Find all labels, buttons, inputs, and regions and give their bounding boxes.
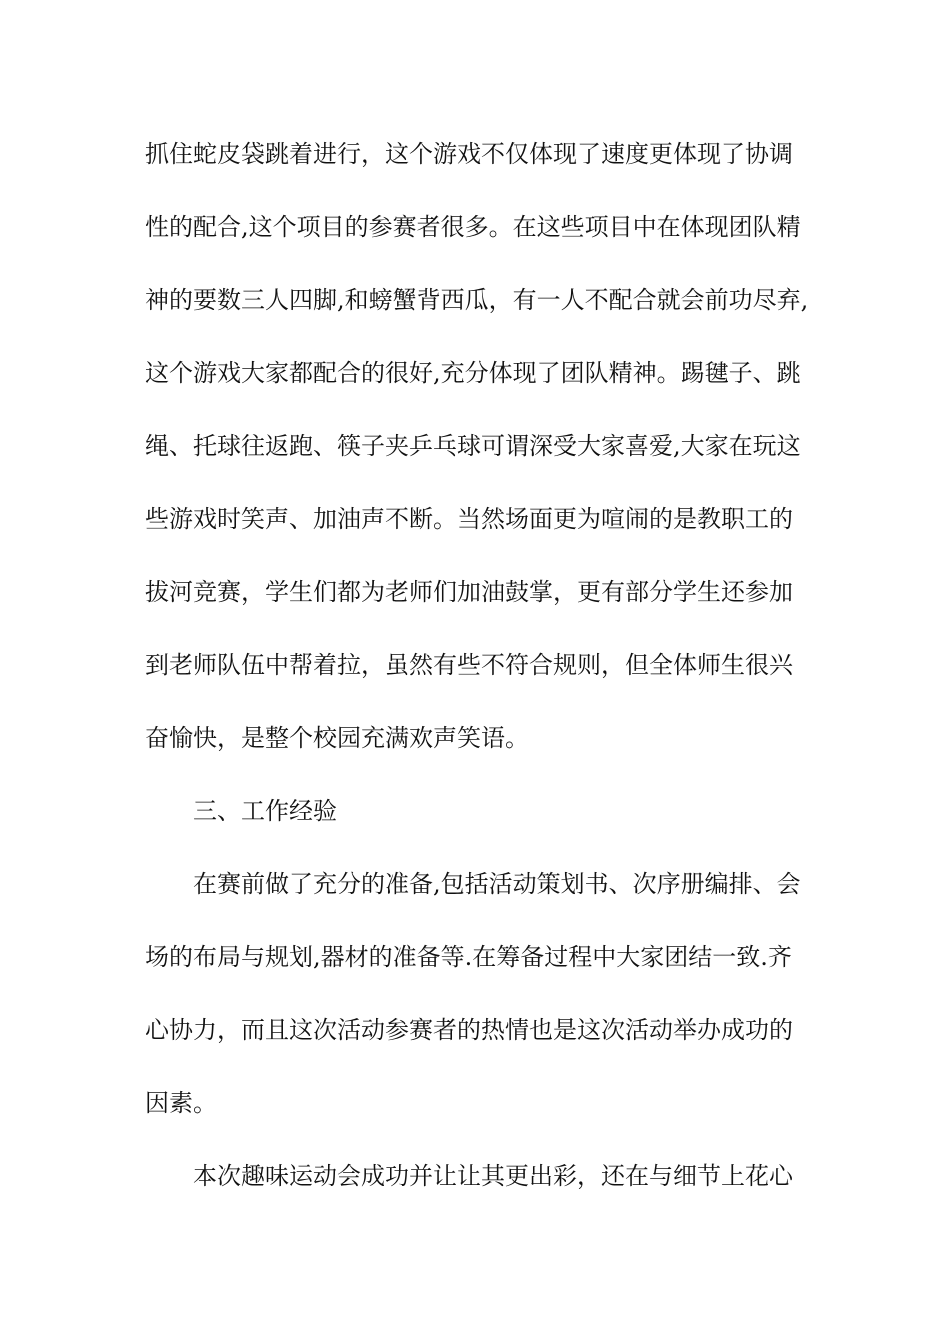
text-line: 到老师队伍中帮着拉，虽然有些不符合规则，但全体师生很兴 — [145, 651, 793, 679]
text-line: 性的配合,这个项目的参赛者很多。在这些项目中在体现团队精 — [145, 213, 801, 241]
text-line: 绳、托球往返跑、筷子夹乒乓球可谓深受大家喜爱,大家在玩这 — [145, 432, 801, 460]
text-line: 这个游戏大家都配合的很好,充分体现了团队精神。踢毽子、跳 — [145, 359, 801, 387]
text-line: 心协力，而且这次活动参赛者的热情也是这次活动举办成功的 — [145, 1016, 793, 1044]
text-line: 因素。 — [145, 1089, 217, 1117]
text-line: 些游戏时笑声、加油声不断。当然场面更为喧闹的是教职工的 — [145, 505, 793, 533]
text-line: 场的布局与规划,器材的准备等.在筹备过程中大家团结一致.齐 — [145, 943, 792, 971]
text-line: 神的要数三人四脚,和螃蟹背西瓜，有一人不配合就会前功尽弃, — [145, 286, 809, 314]
text-line: 拔河竞赛，学生们都为老师们加油鼓掌，更有部分学生还参加 — [145, 578, 793, 606]
document-body — [145, 118, 817, 1213]
text-line: 在赛前做了充分的准备,包括活动策划书、次序册编排、会 — [193, 870, 801, 898]
section-heading: 三、工作经验 — [193, 797, 337, 825]
text-line: 抓住蛇皮袋跳着进行，这个游戏不仅体现了速度更体现了协调 — [145, 140, 793, 168]
text-line: 本次趣味运动会成功并让让其更出彩，还在与细节上花心 — [193, 1162, 793, 1190]
text-line: 奋愉快，是整个校园充满欢声笑语。 — [145, 724, 529, 752]
